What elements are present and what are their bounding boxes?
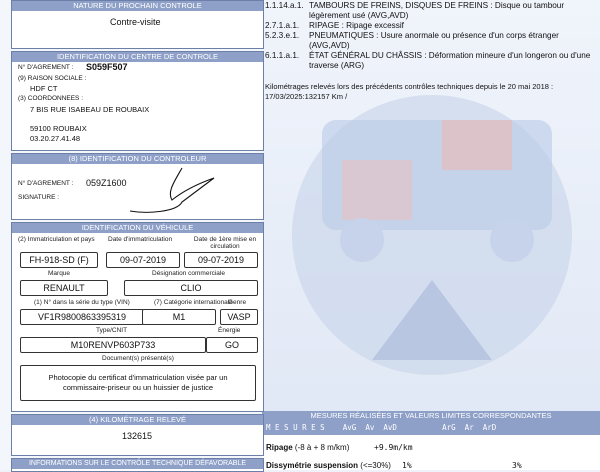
agrement-value: S059F507 bbox=[86, 62, 128, 72]
measures-body bbox=[262, 435, 600, 470]
vehicule-header: IDENTIFICATION DU VÉHICULE bbox=[12, 223, 263, 233]
date-immat-value: 09-07-2019 bbox=[106, 252, 180, 268]
controleur-agrement-label: N° D'AGREMENT : bbox=[18, 180, 74, 187]
genre-value: VASP bbox=[220, 309, 258, 325]
coordonnees-line3: 03.20.27.41.48 bbox=[30, 134, 81, 143]
measures-columns: M E S U R E S AvG Av AvD ArG Ar ArD bbox=[266, 423, 497, 432]
defect-row: 2.7.1.a.1. RIPAGE : Ripage excessif bbox=[265, 21, 404, 30]
immat-label: (2) Immatriculation et pays bbox=[18, 236, 95, 243]
centre-header: IDENTIFICATION DU CENTRE DE CONTROLE bbox=[12, 52, 263, 62]
categorie-label: (7) Catégorie internationale bbox=[154, 299, 233, 306]
date-first-value: 09-07-2019 bbox=[184, 252, 258, 268]
defects-list bbox=[265, 1, 598, 71]
designation-label: Désignation commerciale bbox=[152, 270, 225, 277]
dissymetrie-av-value: 1% bbox=[402, 461, 412, 470]
marque-label: Marque bbox=[48, 270, 71, 277]
energie-label: Énergie bbox=[218, 327, 241, 334]
nature-header: NATURE DU PROCHAIN CONTROLE bbox=[12, 1, 263, 11]
categorie-value: M1 bbox=[142, 309, 216, 325]
measures-header-bar bbox=[262, 411, 600, 435]
immat-value: FH-918-SD (F) bbox=[20, 252, 98, 268]
defect-row: (AVG,AVD) bbox=[309, 41, 350, 50]
dissymetrie-ar-value: 3% bbox=[512, 461, 522, 470]
controleur-header: (8) IDENTIFICATION DU CONTROLEUR bbox=[12, 154, 263, 164]
infos-header: INFORMATIONS SUR LE CONTRÔLE TECHNIQUE DÉFAVORABLE bbox=[12, 459, 263, 469]
coordonnees-line2: 59100 ROUBAIX bbox=[30, 124, 87, 133]
documents-value: Photocopie du certificat d'immatriculation visée par un commissaire-priseur ou un huissier de justice bbox=[20, 365, 256, 401]
raison-sociale-label: (9) RAISON SOCIALE : bbox=[18, 75, 87, 82]
dissymetrie-row: Dissymétrie suspension (<=30%) bbox=[266, 461, 391, 470]
kilometrage-header: (4) KILOMÉTRAGE RELEVÉ bbox=[12, 415, 263, 425]
designation-value: CLIO bbox=[124, 280, 258, 296]
vin-label: (1) N° dans la série du type (VIN) bbox=[34, 299, 130, 306]
signature-label: SIGNATURE : bbox=[18, 194, 60, 201]
kilometrage-value: 132615 bbox=[122, 431, 153, 441]
defect-row: 5.2.3.e.1. PNEUMATIQUES : Usure anormale ou présence d'un corps étranger bbox=[265, 31, 559, 40]
ripage-row: Ripage (-8 à + 8 m/km) bbox=[266, 443, 350, 452]
measures-title: MESURES RÉALISÉES ET VALEURS LIMITES CORRESPONDANTES bbox=[310, 411, 552, 420]
defect-row: traverse (ARG) bbox=[309, 61, 365, 70]
date-immat-label: Date d'immatriculation bbox=[108, 236, 173, 243]
vin-value: VF1R9800863395319 bbox=[20, 309, 144, 325]
documents-label: Document(s) présenté(s) bbox=[102, 355, 174, 362]
controleur-panel bbox=[11, 153, 264, 220]
defect-row: 6.1.1.a.1. ÉTAT GÉNÉRAL DU CHÂSSIS : Déformation mineure d'un longeron ou d'une bbox=[265, 51, 591, 60]
nature-value: Contre-visite bbox=[110, 17, 161, 27]
controleur-agrement-value: 059Z1600 bbox=[86, 178, 127, 188]
defect-row: légèrement usé (AVG,AVD) bbox=[309, 11, 409, 20]
date-first-label: Date de 1ère mise en circulation bbox=[193, 236, 257, 250]
kilometrage-panel bbox=[11, 414, 264, 456]
coordonnees-label: (3) COORDONNEES : bbox=[18, 95, 84, 102]
defect-row: 1.1.14.a.1. TAMBOURS DE FREINS, DISQUES DE FREINS : Disque ou tambour bbox=[265, 1, 565, 10]
nature-panel bbox=[11, 0, 264, 49]
km-history-note: Kilométrages relevés lors des précédents contrôles techniques depuis le 20 mai 2018 : 17/03/2025:132157 Km / bbox=[265, 82, 554, 101]
type-value: M10RENVP603P733 bbox=[20, 337, 206, 353]
centre-panel bbox=[11, 51, 264, 151]
coordonnees-line1: 7 BIS RUE ISABEAU DE ROUBAIX bbox=[30, 105, 150, 114]
raison-sociale-value: HDF CT bbox=[30, 84, 58, 93]
agrement-label: N° D'AGREMENT : bbox=[18, 64, 74, 71]
genre-label: Genre bbox=[228, 299, 247, 306]
vehicule-panel bbox=[11, 222, 264, 412]
type-label: Type/CNIT bbox=[96, 327, 128, 334]
energie-value: GO bbox=[206, 337, 258, 353]
signature-image bbox=[122, 162, 232, 218]
ripage-value: +9.9m/km bbox=[374, 443, 413, 452]
marque-value: RENAULT bbox=[20, 280, 108, 296]
